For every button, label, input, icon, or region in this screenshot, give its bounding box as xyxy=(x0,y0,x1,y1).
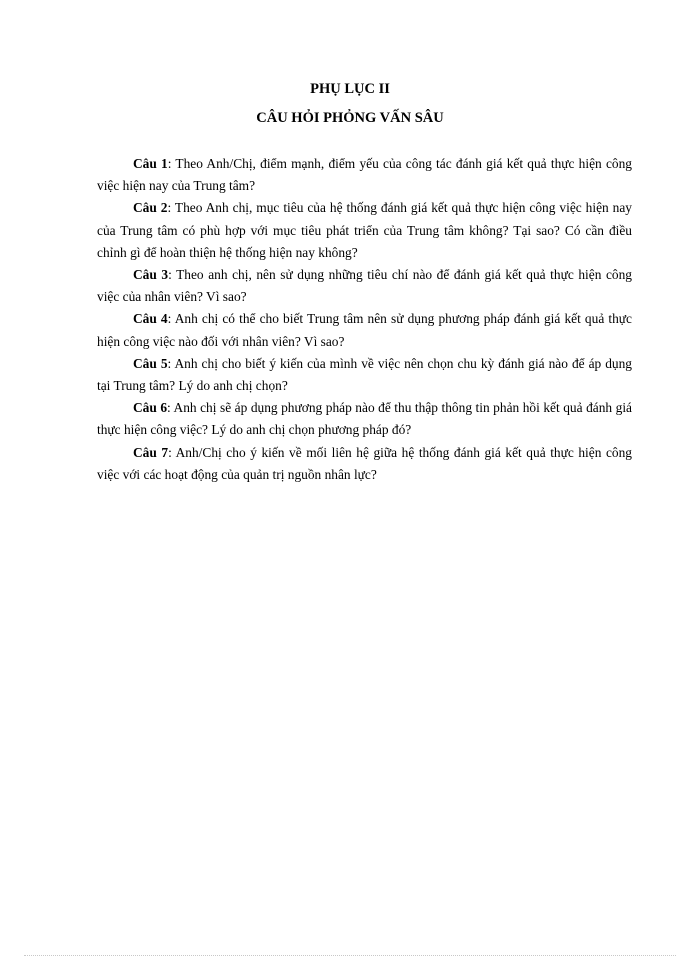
question-text: : Anh chị có thể cho biết Trung tâm nên sử dụng phương pháp đánh giá kết quả thực hiện công việc nào đối với nhân viên? Vì sao? xyxy=(97,311,632,349)
question-label: Câu 4 xyxy=(133,311,168,327)
question-text: : Anh/Chị cho ý kiến về mối liên hệ giữa hệ thống đánh giá kết quả thực hiện công việc với các hoạt động của quản trị nguồn nhân lực? xyxy=(97,444,633,482)
question-item xyxy=(97,264,632,308)
question-text: : Theo Anh chị, mục tiêu của hệ thống đánh giá kết quả thực hiện công việc hiện nay của Trung tâm có phù hợp với mục tiêu phát triển của Trung tâm không? Tại sao? Có cần điều chỉnh gì để hoàn thiện hệ thống hiện nay không? xyxy=(97,200,633,260)
question-item xyxy=(97,353,632,397)
question-item xyxy=(97,442,632,486)
appendix-subtitle: CÂU HỎI PHỎNG VẤN SÂU xyxy=(256,110,444,126)
page-bottom-divider xyxy=(24,955,676,956)
question-item xyxy=(97,197,632,264)
question-item xyxy=(97,153,632,197)
question-label: Câu 6 xyxy=(133,400,168,416)
question-item xyxy=(97,397,632,441)
question-text: : Anh chị sẽ áp dụng phương pháp nào để thu thập thông tin phản hồi kết quả đánh giá thực hiện công việc? Lý do anh chị chọn phương pháp đó? xyxy=(97,400,632,438)
appendix-title: PHỤ LỤC II xyxy=(310,81,390,97)
question-text: : Theo anh chị, nên sử dụng những tiêu chí nào để đánh giá kết quả thực hiện công việc của nhân viên? Vì sao? xyxy=(97,267,633,305)
question-label: Câu 5 xyxy=(133,355,168,371)
question-label: Câu 1 xyxy=(133,156,168,171)
question-label: Câu 3 xyxy=(133,267,169,283)
question-label: Câu 2 xyxy=(133,200,168,216)
question-text: : Anh chị cho biết ý kiến của mình về việc nên chọn chu kỳ đánh giá nào để áp dụng tại Trung tâm? Lý do anh chị chọn? xyxy=(97,355,633,394)
question-text: : Theo Anh/Chị, điểm mạnh, điểm yếu của công tác đánh giá kết quả thực hiện công việc hiện nay của Trung tâm? xyxy=(97,156,632,194)
question-list xyxy=(97,153,632,486)
question-item xyxy=(97,308,632,352)
question-label: Câu 7 xyxy=(133,444,169,460)
